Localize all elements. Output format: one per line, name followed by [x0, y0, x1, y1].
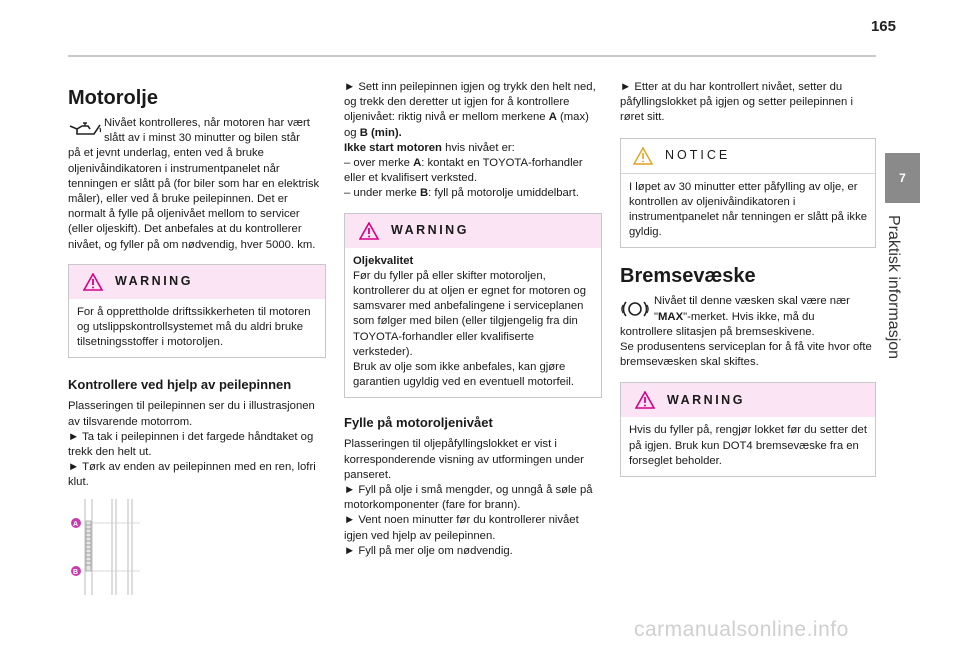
warning-box-oil-quality	[344, 213, 602, 399]
dipstick-text-1: Plasseringen til peilepinnen ser du i illustrasjonen av tilsvarende motorrom.	[68, 400, 315, 428]
fill-text-4: ► Fyll på mer olje om nødvendig.	[344, 544, 513, 557]
warning-header	[69, 265, 325, 299]
notice-body	[621, 174, 875, 248]
oil-intro-first: Nivået kontrolleres, når motoren har vært slått av i minst 30 minutter og bilen står	[104, 117, 310, 145]
notice-box	[620, 138, 876, 249]
chapter-tab[interactable]: 7	[885, 153, 920, 203]
dipstick-text-3: ► Tørk av enden av peilepinnen med en ren, lofri klut.	[68, 461, 316, 489]
column-1	[68, 80, 326, 599]
brake-intro-first: Nivået til denne væsken skal være nær "MAX"-merket. Hvis ikke, må du	[654, 295, 850, 323]
warning-title: WARNING	[115, 274, 193, 289]
warning-triangle-icon	[359, 222, 379, 240]
fill-text-3: ► Vent noen minutter før du kontrollerer nivået igjen ved hjelp av peilepinnen.	[344, 514, 579, 542]
warning-title: WARNING	[391, 223, 469, 238]
section-title-fill-oil: Fylle på motoroljenivået	[344, 415, 493, 431]
chapter-title: Praktisk informasjon	[885, 215, 902, 360]
section-title-motorolje: Motorolje	[68, 87, 158, 109]
after-check-text: ► Etter at du har kontrollert nivået, setter du påfyllingslokket på igjen og setter peilepinnen i røret sitt.	[620, 81, 853, 124]
notice-text: I løpet av 30 minutter etter påfylling av olje, er kontrollen av oljenivåindikatoren i instrumentpanelet når tenningen er slått på ikke gyldig.	[629, 180, 868, 239]
dipstick-check-text: ► Sett inn peilepinnen igjen og trykk den helt ned, og trekk den deretter ut igjen for å kontrollere oljenivået: riktig nivå er mellom merkene A (max) og B (min).	[344, 81, 596, 139]
warning-header	[345, 214, 601, 248]
warning-header	[621, 383, 875, 417]
warning-subtitle: Oljekvalitet	[353, 254, 414, 267]
warning-text: For å opprettholde driftssikkerheten til motoren og utslippskontrollsystemet må du aldri bruke tilsetningsstoffer i motoroljen.	[77, 305, 311, 349]
brake-intro	[620, 294, 876, 370]
warning-triangle-icon	[635, 391, 655, 409]
oil-intro-rest: på et jevnt underlag, enten ved å bruke oljenivåindikatoren i instrumentpanelet når tenningen er slått på (for biler som har en elektrisk måler), eller ved å bruke peilepinnen. Det er normalt å fylle på oljenivået mellom to servicer (eller oljeskift). Det anbefales at du kontrollerer nivået, og fyller på om nødvendig, hver 5000. km.	[68, 147, 320, 251]
dipstick-label-a: A	[73, 520, 79, 528]
column-2	[344, 80, 602, 559]
fill-text-1: Plasseringen til oljepåfyllingslokket er vist i korresponderende visning av utformingen under panseret.	[344, 438, 584, 481]
warning-body	[621, 417, 875, 476]
fill-text-2: ► Fyll på olje i små mengder, og unngå å søle på motorkomponenter (fare for brann).	[344, 484, 593, 512]
oil-can-icon	[68, 120, 102, 140]
column-3	[620, 80, 876, 477]
warning-body	[69, 299, 325, 358]
oil-intro	[68, 116, 326, 253]
dipstick-text-2: ► Ta tak i peilepinnen i det fargede håndtaket og trekk den helt ut.	[68, 430, 314, 459]
page-number: 165	[870, 18, 896, 35]
warning-text: Hvis du fyller på, rengjør lokket før du setter det på igjen. Bruk kun DOT4 bremsevæske fra en forseglet beholder.	[629, 424, 867, 467]
chapter-side-label	[876, 215, 928, 375]
header-divider	[68, 55, 876, 57]
watermark[interactable]: carmanualsonline.info	[634, 618, 849, 641]
warning-box-brake	[620, 382, 876, 477]
brake-intro-rest-2: Se produsentens serviceplan for å få vite hvor ofte bremsevæsken skal skiftes.	[620, 341, 872, 369]
section-title-dipstick: Kontrollere ved hjelp av peilepinnen	[68, 377, 292, 393]
under-mark-text: – under merke B: fyll på motorolje umiddelbart.	[344, 187, 579, 200]
warning-text: Før du fyller på eller skifter motoroljen, kontrollerer du at oljen er egnet for motoren og samsvarer med anbefalingene i serviceplanen som følger med bilen (eller tilgjengelig fra din TOYOTA-forhandler eller kvalifiserte verksteder).	[353, 269, 586, 358]
warning-body	[345, 248, 601, 398]
notice-title: NOTICE	[665, 148, 731, 162]
warning-title: WARNING	[667, 392, 745, 407]
brake-fluid-icon	[620, 298, 650, 320]
warning-text-2: Bruk av olje som ikke anbefales, kan gjøre garantien ugyldig ved en eventuell motorfeil.	[353, 361, 575, 389]
dipstick-label-b: B	[73, 568, 79, 576]
warning-box-oil	[68, 264, 326, 359]
dipstick-icon	[68, 499, 158, 599]
dipstick-illustration	[68, 499, 326, 599]
brake-intro-rest: kontrollere slitasjen på bremseskivene.	[620, 325, 815, 338]
notice-header	[621, 139, 875, 174]
over-mark-text: – over merke A: kontakt en TOYOTA-forhandler eller et kvalifisert verksted.	[344, 157, 583, 185]
section-title-brake-fluid: Bremsevæske	[620, 265, 756, 288]
warning-triangle-icon	[83, 273, 103, 291]
notice-triangle-icon	[633, 147, 653, 165]
do-not-start-text: Ikke start motoren hvis nivået er:	[344, 141, 515, 154]
